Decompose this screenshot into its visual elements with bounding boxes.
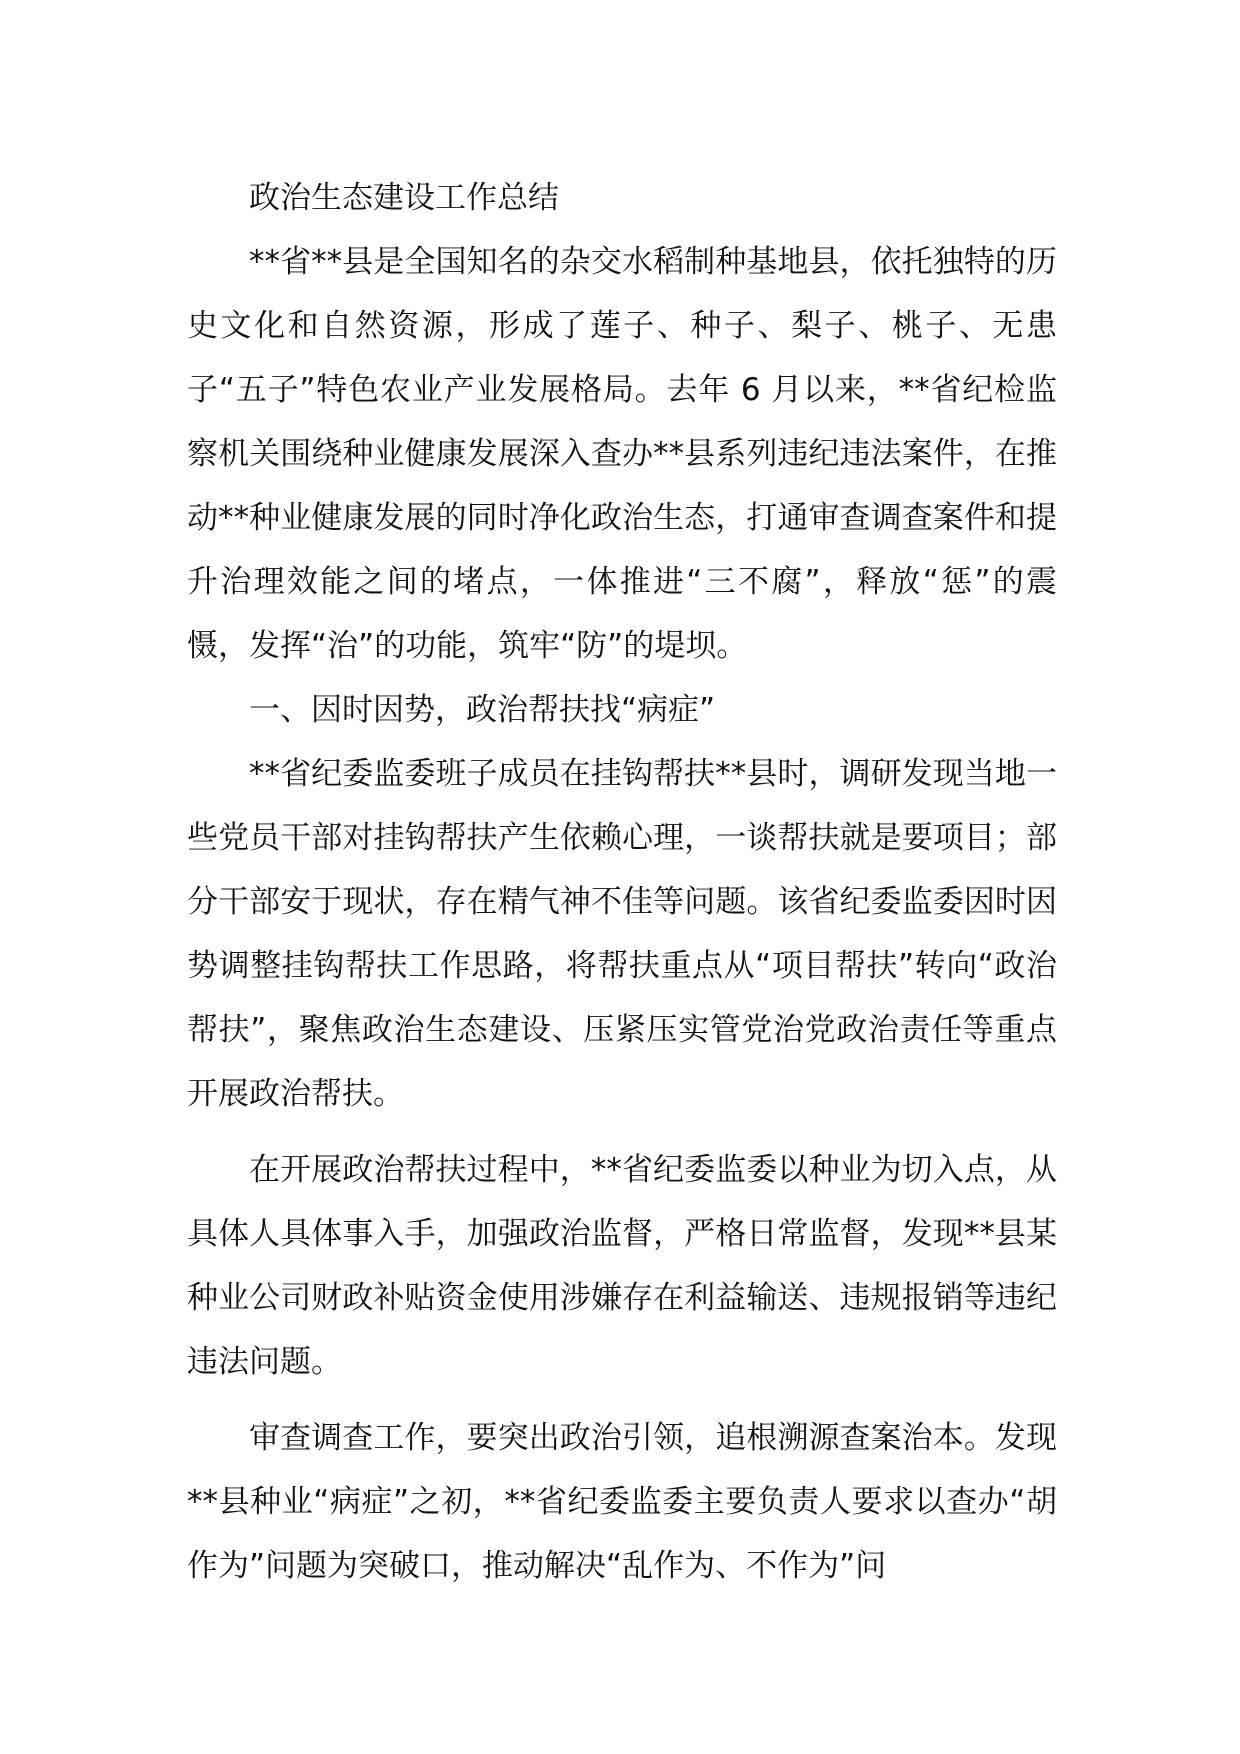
paragraph-supervision: 在开展政治帮扶过程中，**省纪委监委以种业为切入点，从具体人具体事入手，加强政治监督，严格日常监督，发现**县某种业公司财政补贴资金使用涉嫌存在利益输送、违规报销等违纪违法问题。 (187, 1152, 1057, 1380)
paragraph-intro: **省**县是全国知名的杂交水稻制种基地县，依托独特的历史文化和自然资源，形成了莲子、种子、梨子、桃子、无患子“五子”特色农业产业发展格局。去年 6 月以来，**省纪检监察机关围绕种业健康发展深入查办**县系列违纪违法案件，在推动**种业健康发展的同时净化政治生态，打通审查调查案件和提升治理效能之间的堵点，一体推进“三不腐”，释放“惩”的震慑，发挥“治”的功能，筑牢“防”的堤坝。 (187, 244, 1057, 664)
section-heading-1: 一、因时因势，政治帮扶找“病症” (249, 692, 716, 728)
document-body (187, 166, 1057, 1598)
paragraph-investigation: 审查调查工作，要突出政治引领，追根溯源查案治本。发现**县种业“病症”之初，**省纪委监委主要负责人要求以查办“胡作为”问题为突破口，推动解决“乱作为、不作为”问 (187, 1420, 1057, 1584)
paragraph-political-assistance: **省纪委监委班子成员在挂钩帮扶**县时，调研发现当地一些党员干部对挂钩帮扶产生依赖心理，一谈帮扶就是要项目；部分干部安于现状，存在精气神不佳等问题。该省纪委监委因时因势调整挂钩帮扶工作思路，将帮扶重点从“项目帮扶”转向“政治帮扶”，聚焦政治生态建设、压紧压实管党治党政治责任等重点开展政治帮扶。 (187, 756, 1057, 1112)
document-title: 政治生态建设工作总结 (249, 180, 559, 216)
